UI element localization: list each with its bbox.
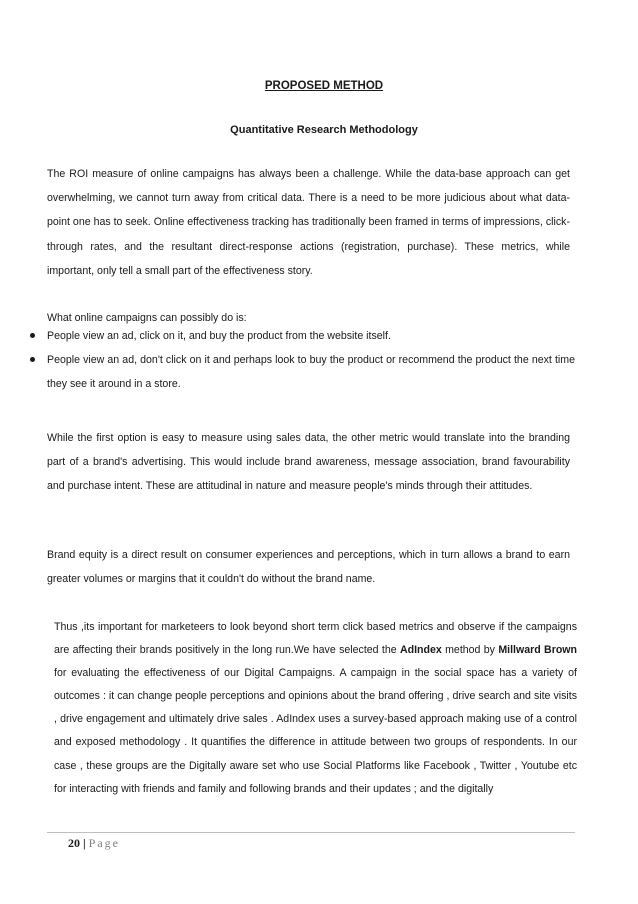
section-subtitle: Quantitative Research Methodology xyxy=(230,124,418,136)
paragraph-brand-equity: Brand equity is a direct result on consumer experiences and perceptions, which in turn allows a brand to earn greater volumes or margins that it couldn't do without the brand name. xyxy=(47,549,570,586)
footer-divider xyxy=(47,832,575,833)
paragraph-adindex: Thus ,its important for marketeers to look beyond short term click based metrics and observe if the campaigns are affecting their brands positively in the long run.We have selected the AdIndex method by Millward Brown for evaluating the effectiveness of our Digital Campaigns. A campaign in the social space has a variety of outcomes : it can change people perceptions and opinions about the brand offering , drive search and site visits , drive engagement and ultimately drive sales . AdIndex uses a survey-based approach making use of a control and exposed methodology . It quantifies the difference in attitude between two groups of respondents. In our case , these groups are the Digitally aware set who use Social Platforms like Facebook , Twitter , Youtube etc for interacting with friends and family and following brands and their updates ; and the digitally xyxy=(54,621,578,795)
paragraph-intro: What online campaigns can possibly do is: xyxy=(47,312,247,324)
footer-separator: | xyxy=(83,836,86,850)
paragraph-roi: The ROI measure of online campaigns has always been a challenge. While the data-base approach can get overwhelming, we cannot turn away from critical data. There is a need to be more judicious about what data-point one has to seek. Online effectiveness tracking has traditionally been framed in terms of impressions, click-through rates, and the resultant direct-response actions (registration, purchase). These metrics, while important, only tell a small part of the effectiveness story. xyxy=(47,168,570,277)
list-item xyxy=(30,348,575,396)
bold-adindex: AdIndex xyxy=(399,644,442,657)
bullet-icon xyxy=(30,333,35,338)
bullet-list xyxy=(30,324,575,397)
paragraph-options: While the first option is easy to measure using sales data, the other metric would translate into the branding part of a brand's advertising. This would include brand awareness, message association, brand favourability and purchase intent. These are attitudinal in nature and measure people's minds through their attitudes. xyxy=(47,432,570,493)
bullet-icon xyxy=(30,357,35,362)
list-item xyxy=(30,324,575,348)
bullet-text: People view an ad, click on it, and buy the product from the website itself. xyxy=(47,330,391,342)
page-footer xyxy=(68,836,120,851)
bold-millward-brown: Millward Brown xyxy=(498,644,578,657)
section-title: PROPOSED METHOD xyxy=(264,80,384,92)
bullet-text: People view an ad, don't click on it and perhaps look to buy the product or recommend the product the next time they see it around in a store. xyxy=(47,354,575,391)
page-label: Page xyxy=(88,836,120,850)
page-number: 20 xyxy=(68,836,80,850)
